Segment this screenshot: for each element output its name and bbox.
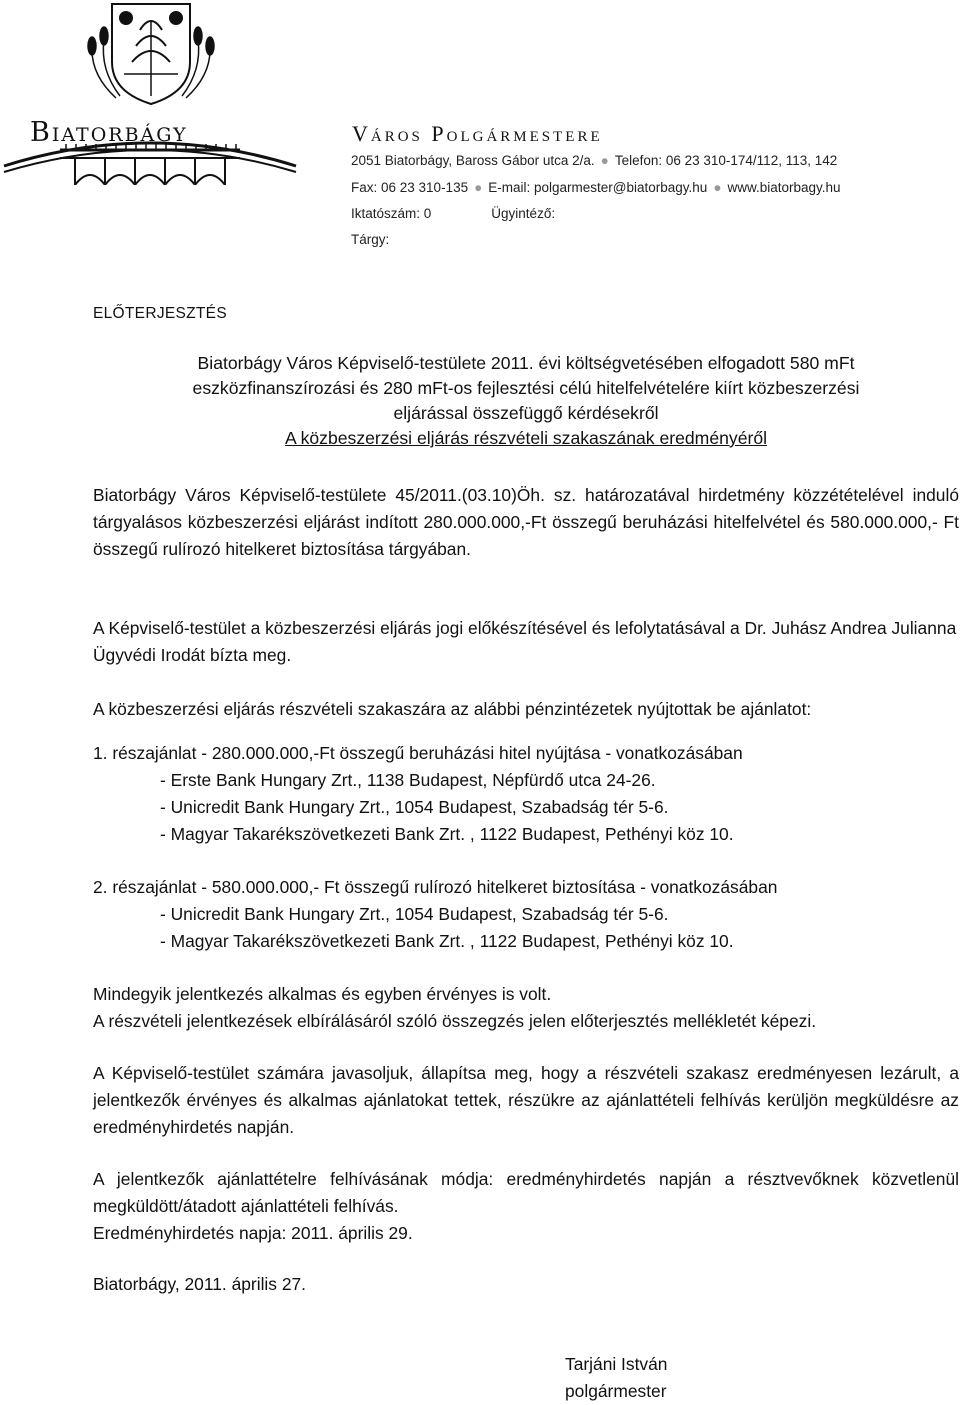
offer-heading: 2. részajánlat - 580.000.000,- Ft összegű rulírozó hitelkeret biztosítása - vonatkozásában: [93, 877, 778, 897]
paragraph-invitation: [93, 1166, 959, 1247]
phone: Telefon: 06 23 310-174/112, 113, 142: [614, 153, 838, 168]
signatory-role: polgármester: [565, 1381, 667, 1401]
offer-1-block: [93, 740, 959, 848]
paragraph-validity: [93, 981, 959, 1035]
validity-line: Mindegyik jelentkezés alkalmas és egyben érvényes is volt.: [93, 984, 552, 1004]
bullet-icon: ●: [713, 180, 722, 195]
bidder-item: - Magyar Takarékszövetkezeti Bank Zrt. , 1122 Budapest, Pethényi köz 10.: [160, 824, 734, 844]
title-line: Biatorbágy Város Képviselő-testülete 2011. évi költségvetésében elfogadott 580 mFt: [197, 353, 855, 373]
place-and-date: Biatorbágy, 2011. április 27.: [93, 1274, 306, 1294]
title-line: eljárással összefüggő kérdésekről: [393, 403, 659, 423]
address: 2051 Biatorbágy, Baross Gábor utca 2/a.: [351, 153, 595, 168]
bidder-item: - Magyar Takarékszövetkezeti Bank Zrt. , 1122 Budapest, Pethényi köz 10.: [160, 931, 734, 951]
contact-line: [351, 180, 841, 195]
city-coat-of-arms-logo: [0, 0, 300, 185]
offer-heading: 1. részajánlat - 280.000.000,-Ft összegű beruházási hitel nyújtása - vonatkozásában: [93, 743, 743, 763]
title-subheading: A közbeszerzési eljárás részvételi szakaszának eredményéről: [284, 428, 768, 448]
title-line: eszközfinanszírozási és 280 mFt-os fejlesztési célú hitelfelvételére kiírt közbeszerzési: [192, 378, 860, 398]
email: E-mail: polgarmester@biatorbagy.hu: [488, 180, 708, 195]
document-title: [90, 351, 960, 451]
signature-block: [565, 1351, 667, 1405]
paragraph-proposal: A Képviselő-testület számára javasoljuk, állapítsa meg, hogy a részvételi szakasz eredményesen lezárult, a jelentkezők érvényes és alkalmas ajánlatokat tettek, részükre az ajánlattételi felhívás kerüljön megküldésre az eredményhirdetés napján.: [93, 1063, 959, 1137]
offer-2-block: [93, 874, 959, 955]
city-name: Biatorbágy: [30, 117, 188, 148]
fax: Fax: 06 23 310-135: [351, 180, 469, 195]
mayor-office-title: Város Polgármestere: [352, 121, 603, 146]
viaduct-icon: [4, 143, 296, 185]
announcement-date: Eredményhirdetés napja: 2011. április 29.: [93, 1223, 413, 1243]
bidder-item: - Unicredit Bank Hungary Zrt., 1054 Budapest, Szabadság tér 5-6.: [160, 797, 669, 817]
paragraph-decision: Biatorbágy Város Képviselő-testülete 45/2011.(03.10)Öh. sz. határozatával hirdetmény közzétételével induló tárgyalásos közbeszerzési eljárást indított 280.000.000,-Ft összegű beruházási hitelfelvétel és 580.000.000,- Ft összegű rulírozó hitelkeret biztosítása tárgyában.: [93, 485, 959, 559]
paragraph-bidders-intro: A közbeszerzési eljárás részvételi szakaszára az alábbi pénzintézetek nyújtottak be ajánlatot:: [93, 699, 812, 719]
reference-number: Iktatószám: 0: [351, 206, 432, 221]
bullet-icon: ●: [600, 153, 609, 168]
invitation-method: A jelentkezők ajánlattételre felhívásának módja: eredményhirdetés napján a résztvevőknek közvetlenül megküldött/átadott ajánlattételi felhívás.: [93, 1169, 959, 1216]
bidder-item: - Erste Bank Hungary Zrt., 1138 Budapest, Népfürdő utca 24-26.: [160, 770, 656, 790]
administrator: Ügyintéző:: [491, 206, 556, 221]
reference-line: [351, 206, 555, 221]
address-line: [351, 153, 837, 168]
website: www.biatorbagy.hu: [727, 180, 841, 195]
paragraph-legal-office: A Képviselő-testület a közbeszerzési eljárás jogi előkészítésével és lefolytatásával a Dr. Juhász Andrea Julianna Ügyvédi Irodát bízta meg.: [93, 618, 957, 665]
document-type: ELŐTERJESZTÉS: [93, 305, 227, 322]
bidder-item: - Unicredit Bank Hungary Zrt., 1054 Budapest, Szabadság tér 5-6.: [160, 904, 669, 924]
signatory-name: Tarjáni István: [565, 1354, 668, 1374]
subject-line: Tárgy:: [351, 232, 390, 247]
summary-line: A részvételi jelentkezések elbírálásáról szóló összegzés jelen előterjesztés mellékletét képezi.: [93, 1011, 817, 1031]
shield-icon: [112, 4, 190, 104]
bullet-icon: ●: [474, 180, 483, 195]
